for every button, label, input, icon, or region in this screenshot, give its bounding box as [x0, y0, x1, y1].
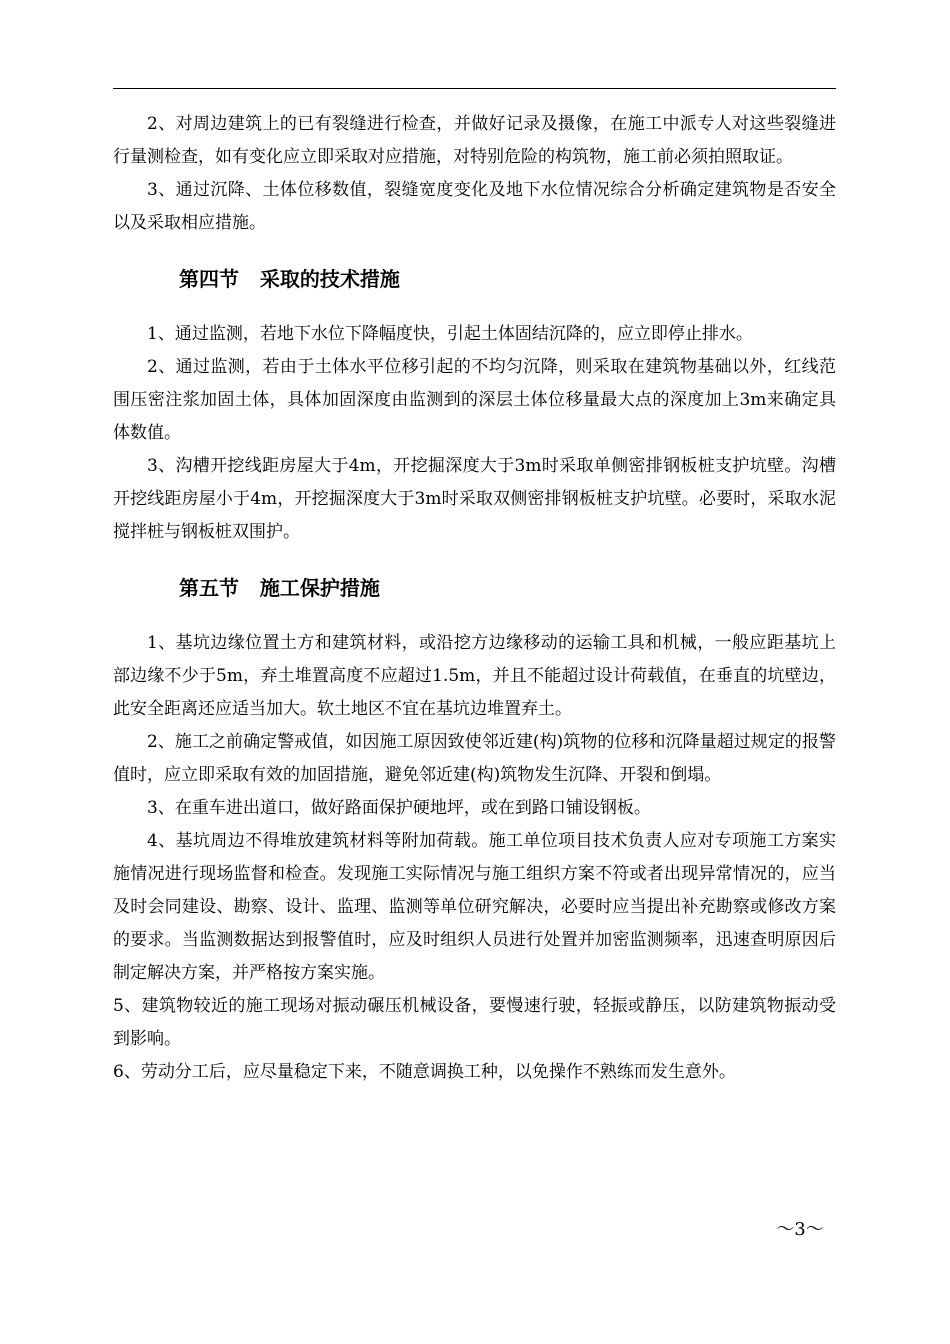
paragraph-grouting-reinforcement: 2、通过监测，若由于土体水平位移引起的不均匀沉降，则采取在建筑物基础以外，红线范围压密注浆加固土体，具体加固深度由监测到的深层土体位移量最大点的深度加上3m来确定具体数值。 — [113, 357, 836, 443]
section-heading-5: 第五节 施工保护措施 — [179, 576, 380, 600]
document-body — [113, 108, 836, 1089]
section-heading-4: 第四节 采取的技术措施 — [179, 267, 400, 291]
header-rule — [113, 88, 836, 89]
paragraph-pit-edge-distance: 1、基坑边缘位置土方和建筑材料，或沿挖方边缘移动的运输工具和机械，一般应距基坑上部边缘不少于5m，弃土堆置高度不应超过1.5m，并且不能超过设计荷载值，在垂直的坑壁边，此安全距离还应适当加大。软土地区不宜在基坑边堆置弃土。 — [113, 633, 836, 719]
paragraph-road-protection: 3、在重车进出道口，做好路面保护硬地坪，或在到路口铺设钢板。 — [147, 798, 651, 818]
paragraph-safety-analysis: 3、通过沉降、土体位移数值，裂缝宽度变化及地下水位情况综合分析确定建筑物是否安全以及采取相应措施。 — [113, 180, 836, 233]
page-number: ～3～ — [776, 1219, 824, 1240]
paragraph-warning-value: 2、施工之前确定警戒值，如因施工原因致使邻近建(构)筑物的位移和沉降量超过规定的报警值时，应立即采取有效的加固措施，避免邻近建(构)筑物发生沉降、开裂和倒塌。 — [113, 732, 836, 785]
paragraph-vibration-control: 5、建筑物较近的施工现场对振动碾压机械设备，要慢速行驶，轻振或静压，以防建筑物振动受到影响。 — [113, 996, 836, 1049]
paragraph-labor-division: 6、劳动分工后，应尽量稳定下来，不随意调换工种，以免操作不熟练而发生意外。 — [113, 1062, 736, 1082]
paragraph-stop-drainage: 1、通过监测，若地下水位下降幅度快，引起土体固结沉降的，应立即停止排水。 — [147, 324, 753, 344]
paragraph-sheet-pile-support: 3、沟槽开挖线距房屋大于4m，开挖掘深度大于3m时采取单侧密排钢板桩支护坑壁。沟槽开挖线距房屋小于4m，开挖掘深度大于3m时采取双侧密排钢板桩支护坑壁。必要时，采取水泥搅拌桩与钢板桩双围护。 — [113, 456, 836, 542]
paragraph-crack-inspection: 2、对周边建筑上的已有裂缝进行检查，并做好记录及摄像，在施工中派专人对这些裂缝进行量测检查，如有变化应立即采取对应措施，对特别危险的构筑物，施工前必须拍照取证。 — [113, 114, 836, 167]
paragraph-supervision: 4、基坑周边不得堆放建筑材料等附加荷载。施工单位项目技术负责人应对专项施工方案实施情况进行现场监督和检查。发现施工实际情况与施工组织方案不符或者出现异常情况的，应当及时会同建设、勘察、设计、监理、监测等单位研究解决，必要时应当提出补充勘察或修改方案的要求。当监测数据达到报警值时，应及时组织人员进行处置并加密监测频率，迅速查明原因后制定解决方案，并严格按方案实施。 — [113, 831, 836, 983]
